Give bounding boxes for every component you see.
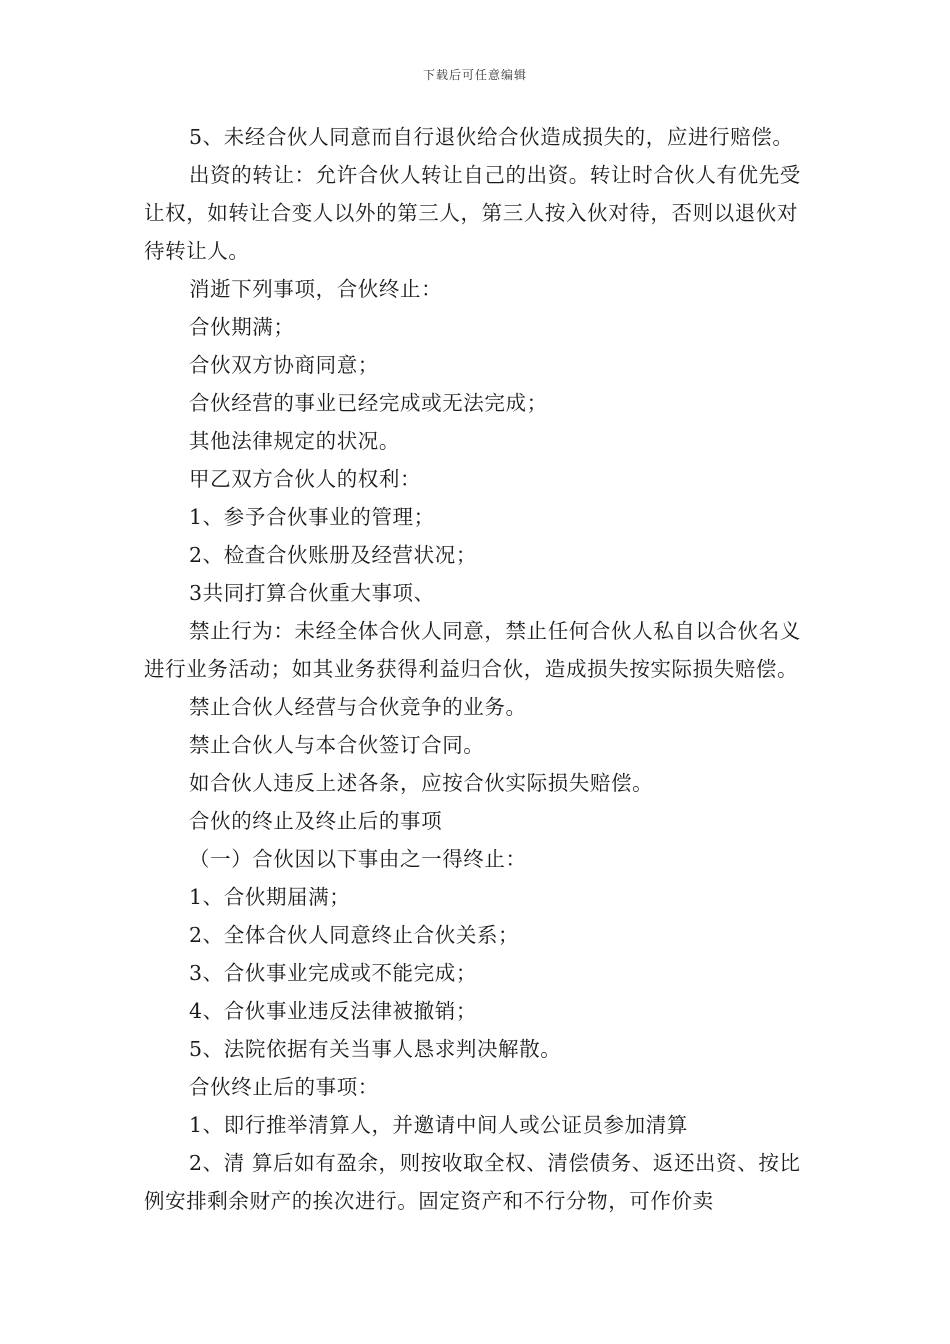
paragraph: 消逝下列事项，合伙终止：: [189, 277, 443, 301]
paragraph: 如合伙人违反上述各条，应按合伙实际损失赔偿。: [189, 771, 654, 795]
paragraph: 合伙经营的事业已经完成或无法完成；: [189, 391, 548, 415]
page-header: 下载后可任意编辑: [422, 68, 527, 82]
paragraph: 禁止合伙人经营与合伙竞争的业务。: [189, 695, 527, 719]
paragraph: 禁止合伙人与本合伙签订合同。: [189, 733, 485, 757]
paragraph: 合伙期满；: [189, 315, 295, 339]
list-item: 2、清 算后如有盈余，则按收取全权、清偿债务、返还出资、按比例安排剩余财产的挨次进行。固定资产和不行分物，可作价卖: [144, 1151, 801, 1213]
list-item: 5、法院依据有关当事人恳求判决解散。: [189, 1037, 562, 1061]
list-item: 1、即行推举清算人，并邀请中间人或公证员参加清算: [189, 1113, 688, 1137]
paragraph: （一）合伙因以下事由之一得终止：: [189, 847, 527, 871]
paragraph: 合伙终止后的事项：: [189, 1075, 379, 1099]
list-item: 1、合伙期届满；: [189, 885, 351, 909]
paragraph: 3共同打算合伙重大事项、: [189, 581, 435, 605]
list-item: 4、合伙事业违反法律被撤销；: [189, 999, 477, 1023]
list-item: 3、合伙事业完成或不能完成；: [189, 961, 477, 985]
list-item: 2、全体合伙人同意终止合伙关系；: [189, 923, 520, 947]
document-body: [144, 118, 814, 1220]
section-heading: 合伙的终止及终止后的事项: [189, 809, 443, 833]
paragraph: 1、参予合伙事业的管理；: [189, 505, 435, 529]
paragraph: 合伙双方协商同意；: [189, 353, 379, 377]
paragraph: 出资的转让：允许合伙人转让自己的出资。转让时合伙人有优先受让权，如转让合变人以外的第三人，第三人按入伙对待，否则以退伙对待转让人。: [144, 163, 801, 263]
paragraph: 2、检查合伙账册及经营状况；: [189, 543, 477, 567]
paragraph: 甲乙双方合伙人的权利：: [189, 467, 422, 491]
paragraph: 其他法律规定的状况。: [189, 429, 400, 453]
paragraph: 5、未经合伙人同意而自行退伙给合伙造成损失的，应进行赔偿。: [189, 125, 794, 149]
paragraph: 禁止行为：未经全体合伙人同意，禁止任何合伙人私自以合伙名义进行业务活动；如其业务获得利益归合伙，造成损失按实际损失赔偿。: [144, 619, 801, 681]
